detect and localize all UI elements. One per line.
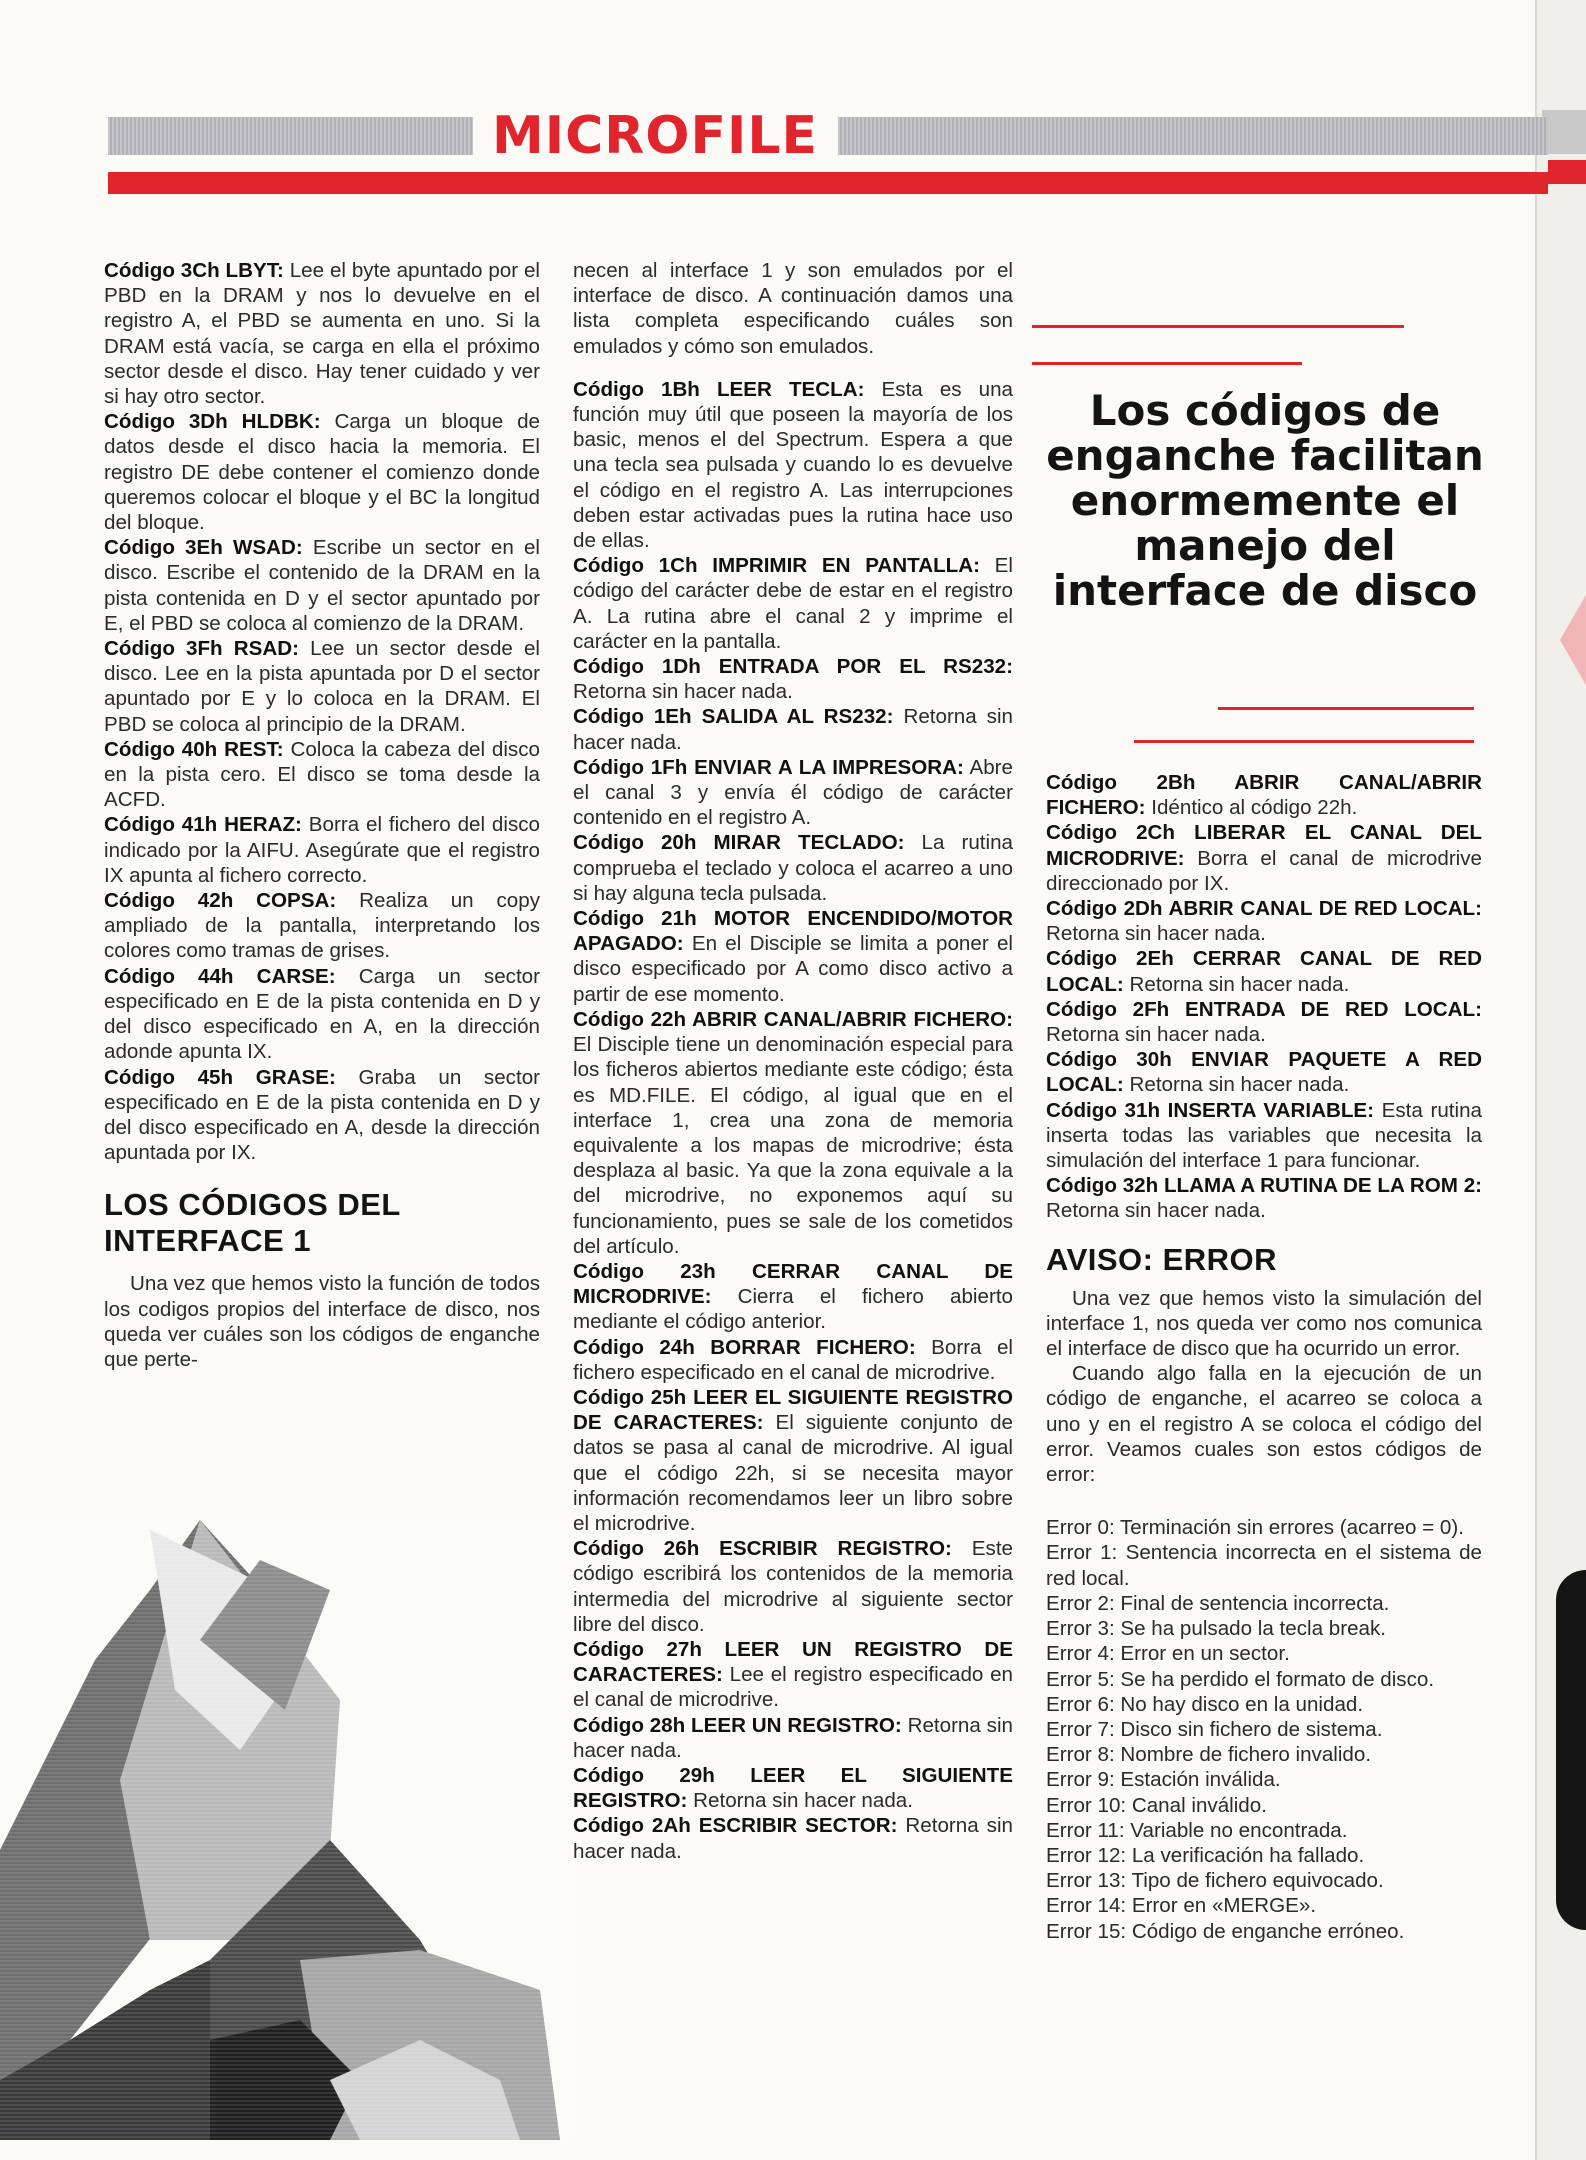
code-entry: Código 31h INSERTA VARIABLE: Esta rutina inserta todas las variables que necesita la simulación del interface 1 para funcionar.	[1046, 1098, 1482, 1173]
code-entry: Código 29h LEER EL SIGUIENTE REGISTRO: Retorna sin hacer nada.	[573, 1763, 1013, 1813]
pullquote-rule-top-1	[1032, 325, 1404, 328]
code-entry: Código 2Ch LIBERAR EL CANAL DEL MICRODRIVE: Borra el canal de microdrive direccionado por IX.	[1046, 821, 1482, 895]
header-stripe-left	[108, 117, 473, 155]
code-entry: Código 40h REST: Coloca la cabeza del disco en la pista cero. El disco se toma desde la ACFD.	[104, 737, 540, 812]
masthead-title: MICROFILE	[491, 106, 819, 166]
error-item: Error 7: Disco sin fichero de sistema.	[1046, 1717, 1383, 1741]
code-entry: Código 2Bh ABRIR CANAL/ABRIR FICHERO: Idéntico al código 22h.	[1046, 771, 1482, 820]
code-entry: Código 45h GRASE: Graba un sector especificado en E de la pista contenida en D y del disco especificado en A, desde la dirección apuntada por IX.	[104, 1065, 541, 1165]
error-item: Error 3: Se ha pulsado la tecla break.	[1046, 1617, 1386, 1641]
code-entry: Código 41h HERAZ: Borra el fichero del disco indicado por la AIFU. Asegúrate que el registro IX apunta al fichero correcto.	[104, 813, 540, 887]
error-item: Error 6: No hay disco en la unidad.	[1046, 1692, 1364, 1716]
code-entry: Código 2Ah ESCRIBIR SECTOR: Retorna sin hacer nada.	[573, 1814, 1013, 1863]
code-entry: Código 28h LEER UN REGISTRO: Retorna sin hacer nada.	[573, 1713, 1013, 1762]
code-entry: Código 26h ESCRIBIR REGISTRO: Este código escribirá los contenidos de la memoria intermedia del microdrive al siguiente sector libre del disco.	[573, 1537, 1013, 1636]
error-item: Error 12: La verificación ha fallado.	[1046, 1843, 1365, 1867]
code-entry: Código 1Dh ENTRADA POR EL RS232: Retorna sin hacer nada.	[573, 655, 1013, 704]
error-item: Error 5: Se ha perdido el formato de disco.	[1046, 1667, 1435, 1691]
error-item: Error 10: Canal inválido.	[1046, 1793, 1267, 1817]
code-entry: Código 3Ch LBYT: Lee el byte apuntado por el PBD en la DRAM y nos lo devuelve en el registro A, el PBD se aumenta en uno. Si la DRAM está vacía, se carga en ella el próximo sector desde el disco. Hay tener cuidado y ver si hay otro sector.	[104, 259, 540, 409]
pullquote-rule-top-2	[1032, 362, 1302, 365]
section-heading-interface1: LOS CÓDIGOS DEL INTERFACE 1	[104, 1187, 401, 1259]
column-1	[104, 258, 540, 1372]
code-entry: Código 22h ABRIR CANAL/ABRIR FICHERO: El Disciple tiene un denominación especial para los ficheros abiertos mediante este código; ésta es MD.FILE. El código, al igual que en el interface 1, crea una zona de memoria equivalente a los mapas de microdrive; ésta desplaza al basic. Ya que la zona equivale a la del microdrive, no exponemos aquí su funcionamiento, pues se sale de los cometidos del artículo.	[573, 1007, 1013, 1258]
body-paragraph: Una vez que hemos visto la simulación del interface 1, nos queda ver como nos comunica el interface de disco que ha ocurrido un error.	[1046, 1286, 1482, 1361]
next-page-red-tab	[1548, 160, 1586, 184]
error-item: Error 2: Final de sentencia incorrecta.	[1046, 1591, 1390, 1615]
code-entry: Código 24h BORRAR FICHERO: Borra el fichero especificado en el canal de microdrive.	[573, 1335, 1013, 1384]
code-entry: Código 27h LEER UN REGISTRO DE CARACTERES: Lee el registro especificado en el canal de microdrive.	[573, 1637, 1013, 1712]
error-item: Error 15: Código de enganche erróneo.	[1046, 1919, 1405, 1943]
code-entry: Código 20h MIRAR TECLADO: La rutina comprueba el teclado y coloca el acarreo a uno si hay alguna tecla pulsada.	[573, 831, 1013, 905]
next-page-black-shape	[1556, 1570, 1586, 1930]
error-item: Error 9: Estación inválida.	[1046, 1768, 1281, 1792]
code-entry: Código 2Dh ABRIR CANAL DE RED LOCAL: Retorna sin hacer nada.	[1046, 897, 1482, 946]
page-gutter-line	[1535, 0, 1537, 2160]
code-entry: Código 44h CARSE: Carga un sector especificado en E de la pista contenida en D y del disco especificado en A, en la dirección adonde apunta IX.	[104, 964, 540, 1064]
error-item: Error 8: Nombre de fichero invalido.	[1046, 1743, 1372, 1767]
section-heading-aviso-error: AVISO: ERROR	[1046, 1241, 1278, 1277]
code-entry: Código 42h COPSA: Realiza un copy ampliado de la pantalla, interpretando los colores como tramas de grises.	[104, 889, 540, 963]
error-item: Error 13: Tipo de fichero equivocado.	[1046, 1869, 1384, 1893]
column-3	[1046, 770, 1482, 1944]
error-item: Error 0: Terminación sin errores (acarreo = 0).	[1046, 1516, 1464, 1540]
pullquote-rule-bottom-2	[1134, 740, 1474, 743]
error-item: Error 14: Error en «MERGE».	[1046, 1894, 1317, 1918]
error-item: Error 4: Error en un sector.	[1046, 1642, 1290, 1666]
code-entry: Código 2Eh CERRAR CANAL DE RED LOCAL: Retorna sin hacer nada.	[1046, 947, 1482, 996]
code-entry: Código 23h CERRAR CANAL DE MICRODRIVE: Cierra el fichero abierto mediante el código anterior.	[573, 1259, 1013, 1334]
pullquote-rule-bottom-1	[1218, 707, 1474, 710]
code-entry: Código 2Fh ENTRADA DE RED LOCAL: Retorna sin hacer nada.	[1046, 997, 1482, 1047]
code-entry: Código 1Fh ENVIAR A LA IMPRESORA: Abre el canal 3 y envía él código de carácter contenido en el registro A.	[573, 755, 1013, 830]
body-paragraph: necen al interface 1 y son emulados por el interface de disco. A continuación damos una lista completa especificando cuáles son emulados y cómo son emulados.	[573, 259, 1013, 358]
body-paragraph: Cuando algo falla en la ejecución de un código de enganche, el acarreo se coloca a uno y en el registro A se coloca el código del error. Veamos cuales son estos códigos de error:	[1046, 1362, 1482, 1487]
code-entry: Código 3Dh HLDBK: Carga un bloque de datos desde el disco hacia la memoria. El registro DE debe contener el comienzo donde queremos colocar el bloque y el BC la longitud del bloque.	[104, 410, 540, 535]
pullquote: Los códigos de enganche facilitan enormemente el manejo del interface de disco	[1046, 386, 1484, 615]
header-stripe-right	[838, 117, 1548, 155]
code-entry: Código 21h MOTOR ENCENDIDO/MOTOR APAGADO: En el Disciple se limita a poner el disco especificado por A como disco activo a partir de ese momento.	[573, 907, 1013, 1006]
body-paragraph: Una vez que hemos visto la función de todos los codigos propios del interface de disco, nos queda ver cuáles son los códigos de enganche que perte-	[104, 1272, 540, 1371]
error-item: Error 11: Variable no encontrada.	[1046, 1818, 1348, 1842]
column-2	[573, 258, 1013, 1864]
error-list	[1046, 1515, 1482, 1943]
code-entry: Código 25h LEER EL SIGUIENTE REGISTRO DE CARACTERES: El siguiente conjunto de datos se pasa al canal de microdrive. Al igual que el código 22h, si se necesita mayor información recomendamos leer un libro sobre el microdrive.	[573, 1385, 1013, 1535]
header-red-bar	[108, 172, 1548, 194]
code-entry: Código 30h ENVIAR PAQUETE A RED LOCAL: Retorna sin hacer nada.	[1046, 1048, 1482, 1097]
code-entry: Código 3Eh WSAD: Escribe un sector en el disco. Escribe el contenido de la DRAM en la pista contenida en D y el sector apuntado por E, el PBD se coloca al comienzo de la DRAM.	[104, 536, 540, 635]
error-item: Error 1: Sentencia incorrecta en el sistema de red local.	[1046, 1541, 1482, 1590]
code-entry: Código 1Bh LEER TECLA: Esta es una función muy útil que poseen la mayoría de los basic, menos el del Spectrum. Espera a que una tecla sea pulsada y cuando lo es devuelve el código en el registro A. Las interrupciones deben estar activadas pues la rutina hace uso de ellas.	[573, 377, 1014, 553]
code-entry: Código 1Ch IMPRIMIR EN PANTALLA: El código del carácter debe de estar en el registro A. La rutina abre el canal 2 y imprime el carácter en la pantalla.	[573, 554, 1013, 653]
next-page-grey-tab	[1542, 110, 1586, 154]
code-entry: Código 1Eh SALIDA AL RS232: Retorna sin hacer nada.	[573, 705, 1013, 754]
code-entry: Código 3Fh RSAD: Lee un sector desde el disco. Lee en la pista apuntada por D el sector apuntado por E y lo coloca en la DRAM. El PBD se coloca al principio de la DRAM.	[104, 637, 541, 736]
abstract-photo	[0, 1520, 570, 2140]
code-entry: Código 32h LLAMA A RUTINA DE LA ROM 2: Retorna sin hacer nada.	[1046, 1174, 1482, 1223]
